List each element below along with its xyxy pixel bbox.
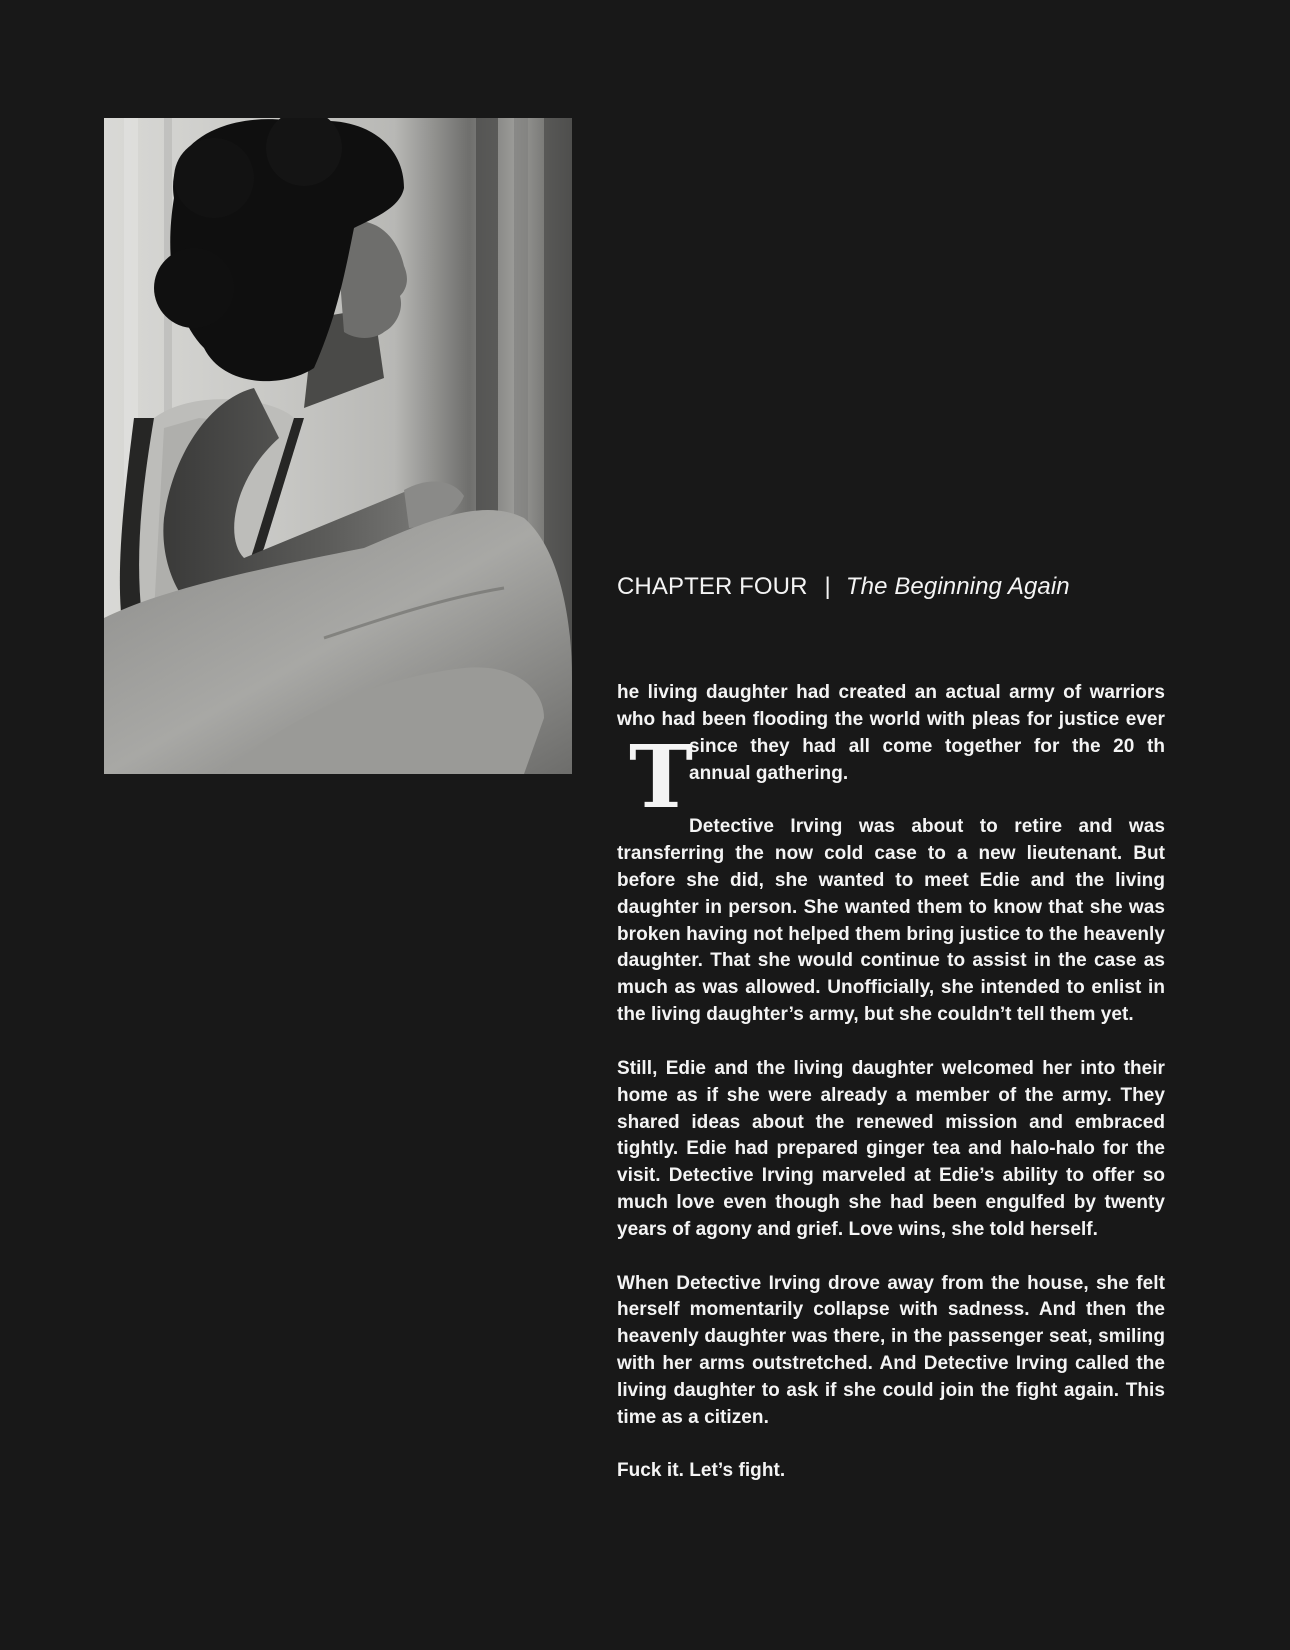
paragraph-2: Detective Irving was about to retire and was transferring the now cold case to a new lieutenant. But before she did, she wanted to meet Edie and the living daughter in person. She wanted them to know that she was broken having not helped them bring justice to the heavenly daughter. That she would continue to assist in the case as much as was allowed. Unofficially, she intended to enlist in the living daughter’s army, but she couldn’t tell them yet.	[617, 816, 1165, 1026]
paragraph-3: Still, Edie and the living daughter welcomed her into their home as if she were already a member of the army. They shared ideas about the renewed mission and embraced tightly. Edie had prepared ginger tea and halo-halo for the visit. Detective Irving marveled at Edie’s ability to offer so much love even though she had been engulfed by twenty years of agony and grief. Love wins, she told herself.	[617, 1057, 1165, 1240]
drop-cap: T	[629, 727, 692, 828]
chapter-separator: |	[824, 573, 831, 600]
paragraph-4: When Detective Irving drove away from the house, she felt herself momentarily collapse with sadness. And then the heavenly daughter was there, in the passenger seat, smiling with her arms outstretched. And Detective Irving called the living daughter to ask if she could join the fight again. This time as a citizen.	[617, 1272, 1165, 1428]
chapter-heading	[617, 570, 1070, 604]
chapter-photo	[104, 118, 572, 774]
paragraph-1	[617, 680, 1165, 828]
chapter-body	[617, 680, 1165, 1512]
paragraph-5: Fuck it. Let’s fight.	[617, 1460, 786, 1482]
chapter-subtitle: The Beginning Again	[845, 573, 1070, 600]
chapter-label: CHAPTER FOUR	[617, 573, 808, 600]
paragraph-1-text: he living daughter had created an actual army of warriors who had been flooding the world with pleas for justice ever since they had all come together for the 20 th annual gathering.	[617, 682, 1165, 784]
portrait-illustration	[104, 118, 572, 774]
